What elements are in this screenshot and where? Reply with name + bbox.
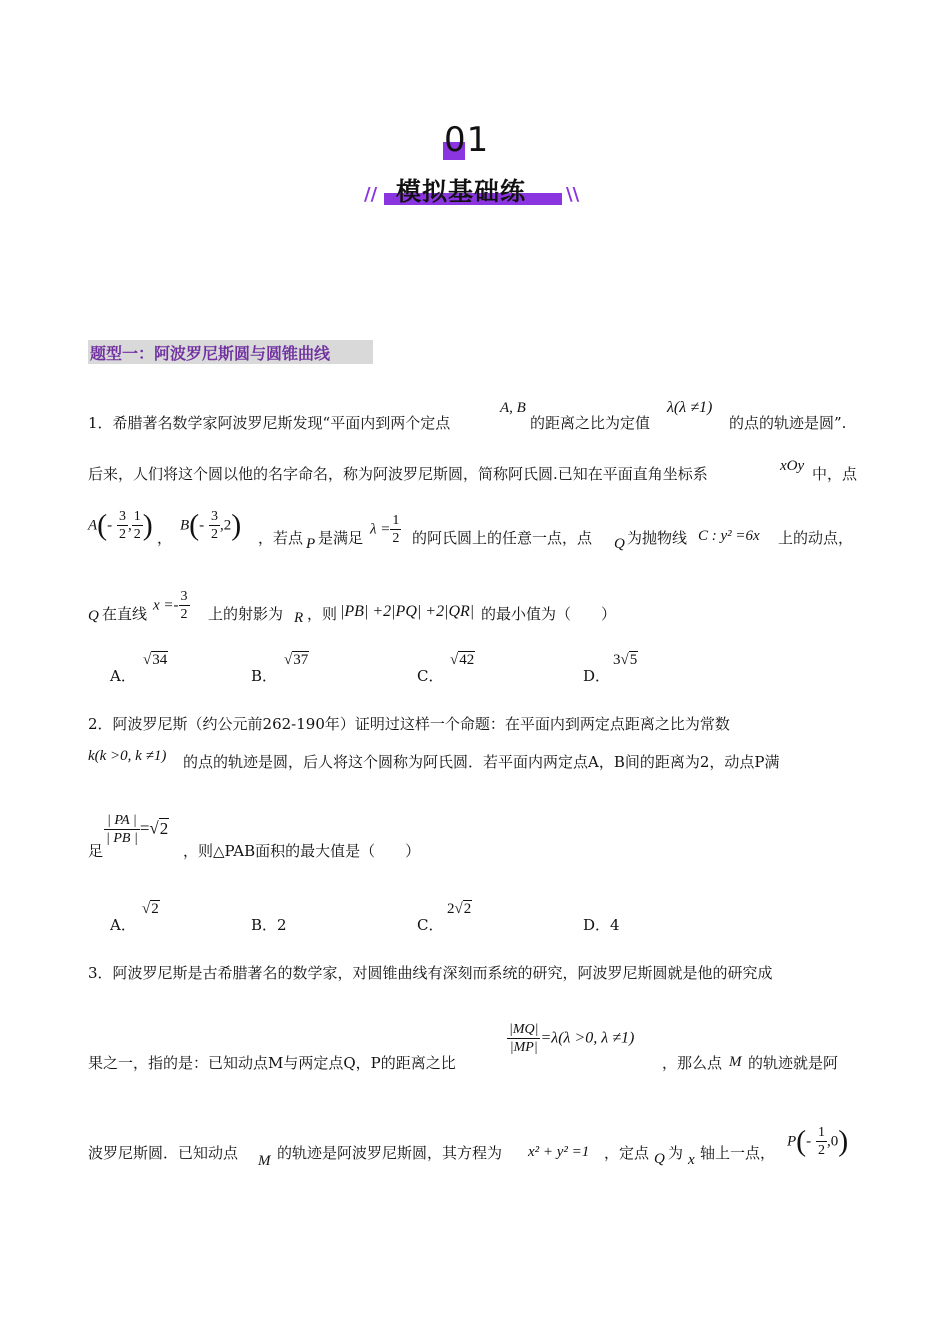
q1-point-Q2: Q: [88, 608, 99, 624]
q2-line2: 的点的轨迹是圆，后人将这个圆称为阿氏圆．若平面内两定点A，B间的距离为2，动点P满: [183, 753, 780, 771]
page-title: 模拟基础练: [396, 177, 527, 206]
q2-ratio: $\frac{| PA |}{| PB |}$ =√2: [106, 813, 169, 846]
q2-line3-b: ，则△PAB面积的最大值是（ ）: [183, 842, 421, 860]
q1-point-Q: Q: [614, 536, 625, 552]
q1-sep-1: ，: [157, 529, 173, 547]
q3-circle-equation: x² + y² =1: [528, 1144, 590, 1160]
q3-line2-a: 果之一，指的是：已知动点M与两定点Q，P的距离之比: [88, 1054, 456, 1072]
q3-line2-b: ，那么点: [662, 1054, 723, 1072]
q3-line3-c: ，定点: [604, 1144, 650, 1162]
q1-point-R: R: [294, 610, 304, 626]
q3-x-axis: x: [688, 1152, 695, 1168]
q1-point-A: A(- $\frac{3}{2}$ , $\frac{1}{2}$ ): [88, 508, 153, 542]
q3-line3-d: 为: [668, 1144, 684, 1162]
q1-point-P: P: [306, 536, 316, 552]
q2-line3-a: 足: [88, 842, 104, 860]
q1-lambda-value: λ = $\frac{1}{2}$: [370, 513, 400, 546]
q3-line1: 3．阿波罗尼斯是古希腊著名的数学家，对圆锥曲线有深刻而系统的研究，阿波罗尼斯圆就是他的研究成: [88, 964, 773, 982]
title-deco-right: \\: [566, 184, 580, 205]
q2-option-c-label: C．: [417, 916, 444, 934]
q1-coord-system: xOy: [780, 458, 805, 474]
q1-line3-e: 上的动点，: [778, 529, 854, 547]
q1-option-b-value: √37: [284, 652, 309, 668]
q3-line3-a: 波罗尼斯圆．已知动点: [88, 1144, 239, 1162]
q1-line1-a: 1．希腊著名数学家阿波罗尼斯发现“平面内到两个定点: [88, 414, 451, 432]
q1-point-B: B(- $\frac{3}{2}$ ,2): [180, 508, 242, 542]
q1-expression: |PB| +2|PQ| +2|QR|: [340, 603, 475, 620]
q1-option-d-value: 3√5: [613, 652, 638, 668]
q3-line3-e: 轴上一点，: [700, 1144, 776, 1162]
q2-option-a-value: √2: [142, 901, 159, 917]
q1-line3-b: 是满足: [318, 529, 364, 547]
q2-option-d: D．4: [583, 916, 620, 934]
q1-line2-b: 中，点: [812, 465, 858, 483]
q3-line3-b: 的轨迹是阿波罗尼斯圆，其方程为: [277, 1144, 503, 1162]
q2-option-c-value: 2√2: [447, 901, 472, 917]
q1-option-d-label: D．: [583, 667, 611, 685]
q1-line4-b: 上的射影为: [208, 605, 284, 623]
q2-option-b: B．2: [251, 916, 287, 934]
q2-line1: 2．阿波罗尼斯（约公元前262-190年）证明过这样一个命题：在平面内到两定点距离之比为常数: [88, 715, 730, 733]
q1-line4-c: ，则: [307, 605, 338, 623]
q3-ratio: $\frac{|MQ|}{|MP|}$ =λ(λ >0, λ ≠1): [509, 1022, 635, 1055]
q3-point-Q: Q: [654, 1151, 665, 1167]
q1-line3-a: ，若点: [258, 529, 304, 547]
q1-parabola: C : y² =6x: [698, 528, 760, 544]
q1-lambda: λ(λ ≠1): [667, 399, 713, 416]
q2-option-a-label: A．: [110, 916, 136, 934]
q1-option-c-label: C．: [417, 667, 444, 685]
q1-line1-c: 的点的轨迹是圆”.: [729, 414, 847, 432]
q1-line3-c: 的阿氏圆上的任意一点，点: [412, 529, 593, 547]
q1-line-x: x =- $\frac{3}{2}$: [153, 589, 188, 622]
q1-option-a-label: A．: [110, 667, 136, 685]
q1-line2-a: 后来，人们将这个圆以他的名字命名，称为阿波罗尼斯圆，简称阿氏圆.已知在平面直角坐标系: [88, 465, 708, 483]
q3-point-M: M: [729, 1054, 742, 1070]
q1-line1-b: 的距离之比为定值: [530, 414, 651, 432]
q1-line3-d: 为抛物线: [627, 529, 688, 547]
q3-point-M2: M: [258, 1153, 271, 1169]
chapter-number: 01: [444, 120, 490, 160]
q3-point-P: P(- $\frac{1}{2}$ ,0): [787, 1124, 849, 1158]
q1-option-a-value: √34: [143, 652, 168, 668]
title-deco-left: //: [364, 184, 378, 205]
q1-points-AB: A, B: [500, 400, 526, 416]
q1-option-c-value: √42: [450, 652, 475, 668]
q3-line2-c: 的轨迹就是阿: [748, 1054, 839, 1072]
section-title: 题型一：阿波罗尼斯圆与圆锥曲线: [90, 344, 331, 363]
q1-line4-d: 的最小值为（ ）: [481, 605, 617, 623]
q1-line4-a: 在直线: [102, 605, 148, 623]
q1-option-b-label: B．: [251, 667, 278, 685]
q2-k-condition: k(k >0, k ≠1): [88, 748, 167, 764]
